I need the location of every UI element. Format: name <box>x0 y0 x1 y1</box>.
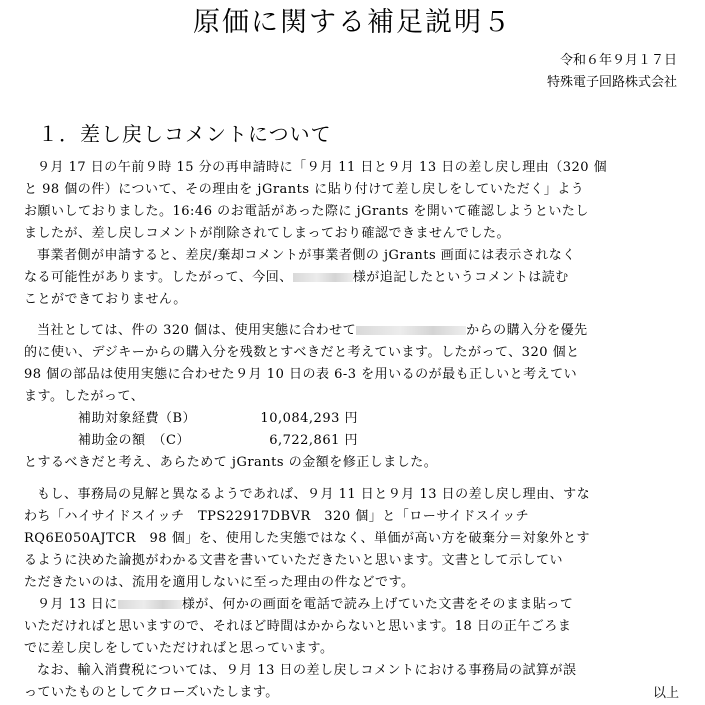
text-line: ９月 17 日の午前９時 15 分の再申請時に「９月 11 日と９月 13 日の差し戻し理由（320 個 <box>37 160 608 175</box>
document-date: 令和６年９月１７日 <box>559 53 677 68</box>
text-line: ます。したがって、 <box>24 389 145 404</box>
document-title: 原価に関する補足説明５ <box>193 7 512 38</box>
text-line: RQ6E050AJTCR 98 個」を、使用した実態ではなく、単価が高い方を破棄分＝対象外とす <box>24 531 590 546</box>
amount-row <box>24 430 684 452</box>
paragraph-block-2 <box>24 320 684 474</box>
amount-row <box>24 408 684 430</box>
text-line: でに差し戻しをしていただければと思っています。 <box>24 641 334 656</box>
paragraph-block-3 <box>24 484 684 704</box>
amount-value: 6,722,861 円 <box>269 433 358 448</box>
text-line: ことができておりません。 <box>24 292 187 307</box>
text-line: ましたが、差し戻しコメントが削除されてしまっており確認できませんでした。 <box>24 226 511 241</box>
text-line: 98 個の部品は使用実態に合わせた９月 10 日の表 6-3 を用いるのが最も正しいと考えてい <box>24 367 578 382</box>
text-line: 的に使い、デジキーからの購入分を残数とすべきだと考えています。したがって、320 個と <box>24 345 580 360</box>
amount-label: 補助金の額 （C） <box>78 433 190 448</box>
company-name: 特殊電子回路株式会社 <box>546 75 677 90</box>
text-line: いただければと思いますので、それほど時間はかからないと思います。18 日の正午ごろま <box>24 619 572 634</box>
text-span: ９月 13 日に <box>37 597 118 612</box>
text-line: とするべきだと考え、あらためて jGrants の金額を修正しました。 <box>24 455 438 470</box>
text-span: 様が追記したというコメントは読む <box>352 270 569 285</box>
text-span: 当社としては、件の 320 個は、使用実態に合わせて <box>37 323 357 338</box>
amount-label: 補助対象経費（B） <box>78 411 197 426</box>
text-line: わち「ハイサイドスイッチ TPS22917DBVR 320 個」と「ローサイドスイッチ <box>24 509 530 524</box>
closing-mark: 以上 <box>652 686 679 701</box>
paragraph-block-1 <box>24 157 684 311</box>
redaction-mark <box>118 600 182 609</box>
text-span: からの購入分を優先 <box>466 323 588 338</box>
text-line: ただきたいのは、流用を適用しないに至った理由の件などです。 <box>24 575 415 590</box>
text-line: お願いしておりました。16:46 のお電話があった際に jGrants を開いて確認しようといたし <box>24 204 589 219</box>
text-line <box>24 594 684 616</box>
text-line: なお、輸入消費税については、９月 13 日の差し戻しコメントにおける事務局の試算が誤 <box>37 663 577 678</box>
section-heading: １．差し戻しコメントについて <box>38 122 332 146</box>
text-line: と 98 個の件）について、その理由を jGrants に貼り付けて差し戻しをしていただく」よう <box>24 182 585 197</box>
text-span: なる可能性があります。したがって、今回、 <box>24 270 293 285</box>
text-line <box>24 267 684 289</box>
text-line: もし、事務局の見解と異なるようであれば、９月 11 日と９月 13 日の差し戻し理由、すな <box>37 487 591 502</box>
redaction-mark <box>293 273 353 282</box>
text-line: るように決めた論拠がわかる文書を書いていただきたいと思います。文書として示してい <box>24 553 563 568</box>
text-span: 様が、何かの画面を電話で読み上げていた文書をそのまま貼って <box>181 597 574 612</box>
text-line: 事業者側が申請すると、差戻/棄却コメントが事業者側の jGrants 画面には表示されなく <box>37 248 576 263</box>
text-line <box>24 320 684 342</box>
redaction-mark <box>356 326 466 335</box>
amount-value: 10,084,293 円 <box>260 411 358 426</box>
text-line: っていたものとしてクローズいたします。 <box>24 685 279 700</box>
